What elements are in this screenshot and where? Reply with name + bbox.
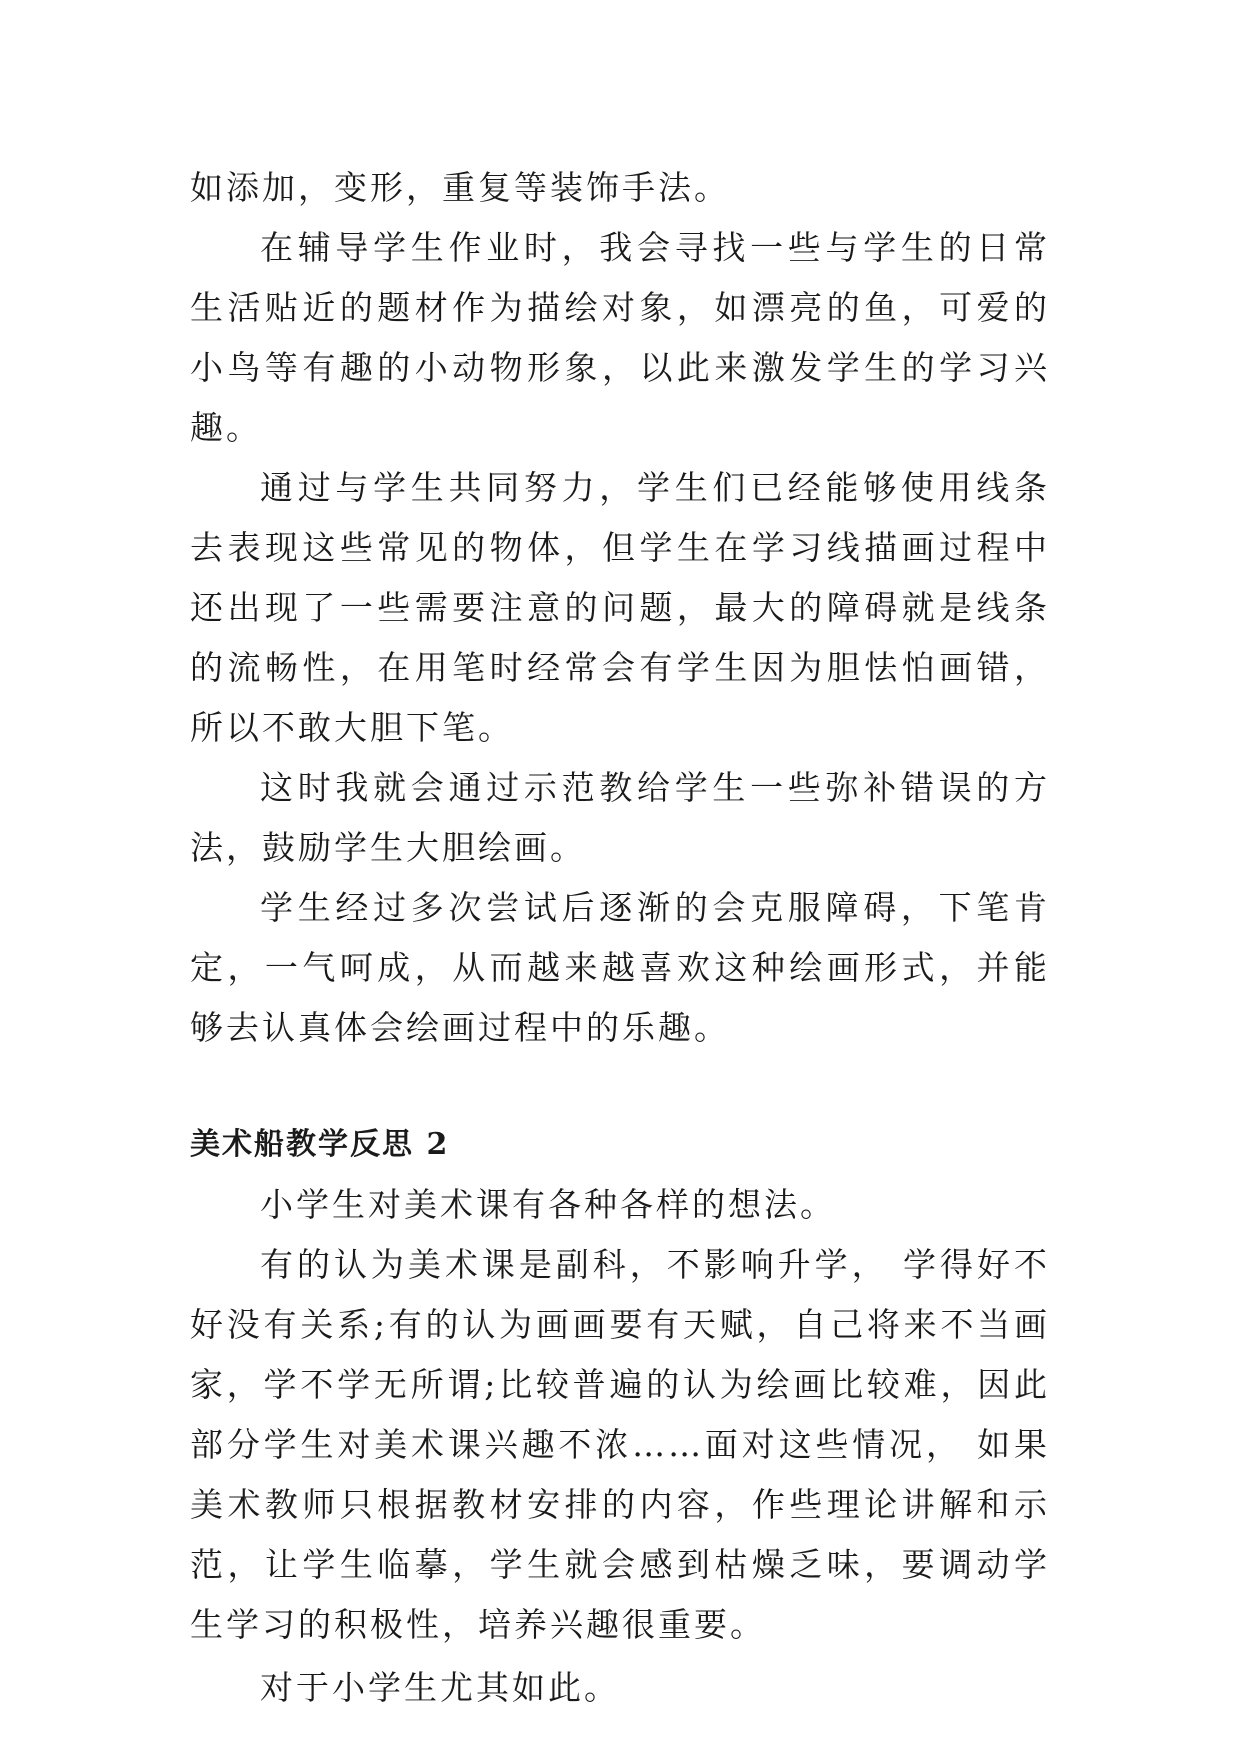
section-spacer	[190, 1058, 1050, 1115]
paragraph: 通过与学生共同努力，学生们已经能够使用线条去表现这些常见的物体，但学生在学习线描画过程中还出现了一些需要注意的问题，最大的障碍就是线条的流畅性，在用笔时经常会有学生因为胆怯怕画错，所以不敢大胆下笔。	[190, 468, 1050, 747]
paragraph: 学生经过多次尝试后逐渐的会克服障碍，下笔肯定，一气呵成，从而越来越喜欢这种绘画形式，并能够去认真体会绘画过程中的乐趣。	[190, 888, 1050, 1047]
paragraph-continued: 如添加，变形，重复等装饰手法。	[190, 168, 730, 207]
section-heading: 美术船教学反思 2	[190, 1127, 450, 1162]
paragraph: 有的认为美术课是副科，不影响升学， 学得好不好没有关系;有的认为画画要有天赋，自己将来不当画家，学不学无所谓;比较普遍的认为绘画比较难，因此部分学生对美术课兴趣不浓……面对这些情况， 如果美术教师只根据教材安排的内容，作些理论讲解和示范，让学生临摹，学生就会感到枯燥乏味，要调动学生学习的积极性，培养兴趣很重要。	[190, 1245, 1050, 1644]
paragraph: 小学生对美术课有各种各样的想法。	[260, 1185, 836, 1224]
document-body	[190, 158, 1050, 1718]
paragraph: 这时我就会通过示范教给学生一些弥补错误的方法，鼓励学生大胆绘画。	[190, 768, 1050, 867]
paragraph: 对于小学生尤其如此。	[260, 1668, 620, 1707]
paragraph: 在辅导学生作业时，我会寻找一些与学生的日常生活贴近的题材作为描绘对象，如漂亮的鱼，可爱的小鸟等有趣的小动物形象，以此来激发学生的学习兴趣。	[190, 228, 1050, 447]
